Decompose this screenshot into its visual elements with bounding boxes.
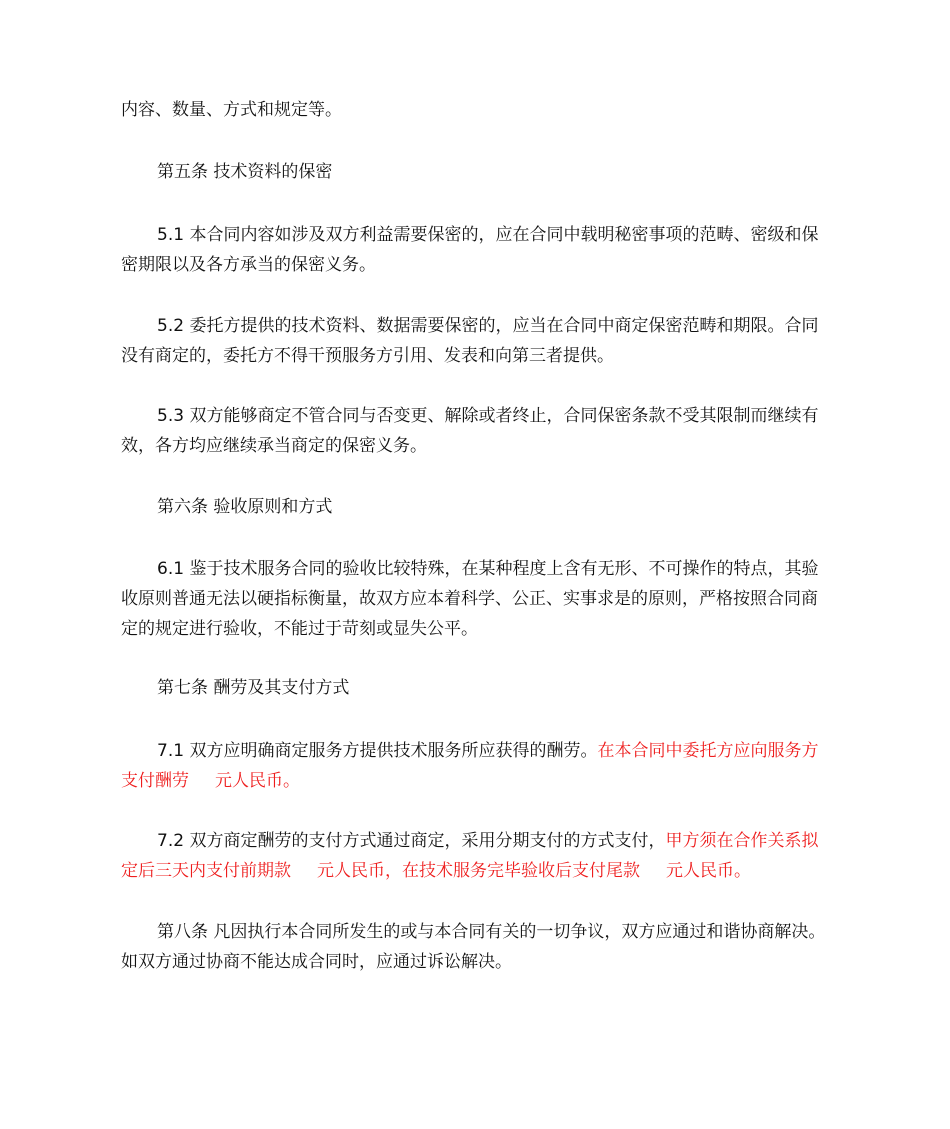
article-5-heading: 第五条 技术资料的保密	[157, 162, 333, 182]
clause-7-2-text: 7.2 双方商定酬劳的支付方式通过商定，采用分期支付的方式支付，	[157, 831, 666, 851]
clause-5-3: 5.3 双方能够商定不管合同与否变更、解除或者终止，合同保密条款不受其限制而继续有效，各方均应继续承当商定的保密义务。	[121, 406, 819, 456]
clause-7-1-highlight-a: 在本合同中委托方应向服务方支付酬劳	[121, 741, 819, 791]
clause-6-1: 6.1 鉴于技术服务合同的验收比较特殊，在某种程度上含有无形、不可操作的特点，其验收原则普通无法以硬指标衡量，故双方应本着科学、公正、实事求是的原则，严格按照合同商定的规定进行验收，不能过于苛刻或显失公平。	[121, 559, 819, 639]
article-8: 第八条 凡因执行本合同所发生的或与本合同有关的一切争议，双方应通过和谐协商解决。如双方通过协商不能达成合同时，应通过诉讼解决。	[121, 922, 826, 972]
article-6-heading: 第六条 验收原则和方式	[157, 497, 333, 517]
clause-7-1	[121, 736, 833, 796]
clause-7-2-highlight-a: 甲方须在合作关系拟定后三天内支付前期款	[121, 831, 819, 881]
clause-7-2-highlight-c: 元人民币。	[666, 861, 751, 881]
paragraph-continuation: 内容、数量、方式和规定等。	[121, 100, 342, 120]
article-7-heading: 第七条 酬劳及其支付方式	[157, 678, 350, 698]
clause-7-1-highlight-b: 元人民币。	[215, 771, 300, 791]
clause-7-2	[121, 826, 833, 886]
clause-7-2-highlight-b: 元人民币，在技术服务完毕验收后支付尾款	[317, 861, 640, 881]
clause-5-1: 5.1 本合同内容如涉及双方利益需要保密的，应在合同中载明秘密事项的范畴、密级和保密期限以及各方承当的保密义务。	[121, 225, 819, 275]
clause-7-1-text: 7.1 双方应明确商定服务方提供技术服务所应获得的酬劳。	[157, 741, 598, 761]
clause-5-2: 5.2 委托方提供的技术资料、数据需要保密的，应当在合同中商定保密范畴和期限。合同没有商定的，委托方不得干预服务方引用、发表和向第三者提供。	[121, 316, 819, 366]
